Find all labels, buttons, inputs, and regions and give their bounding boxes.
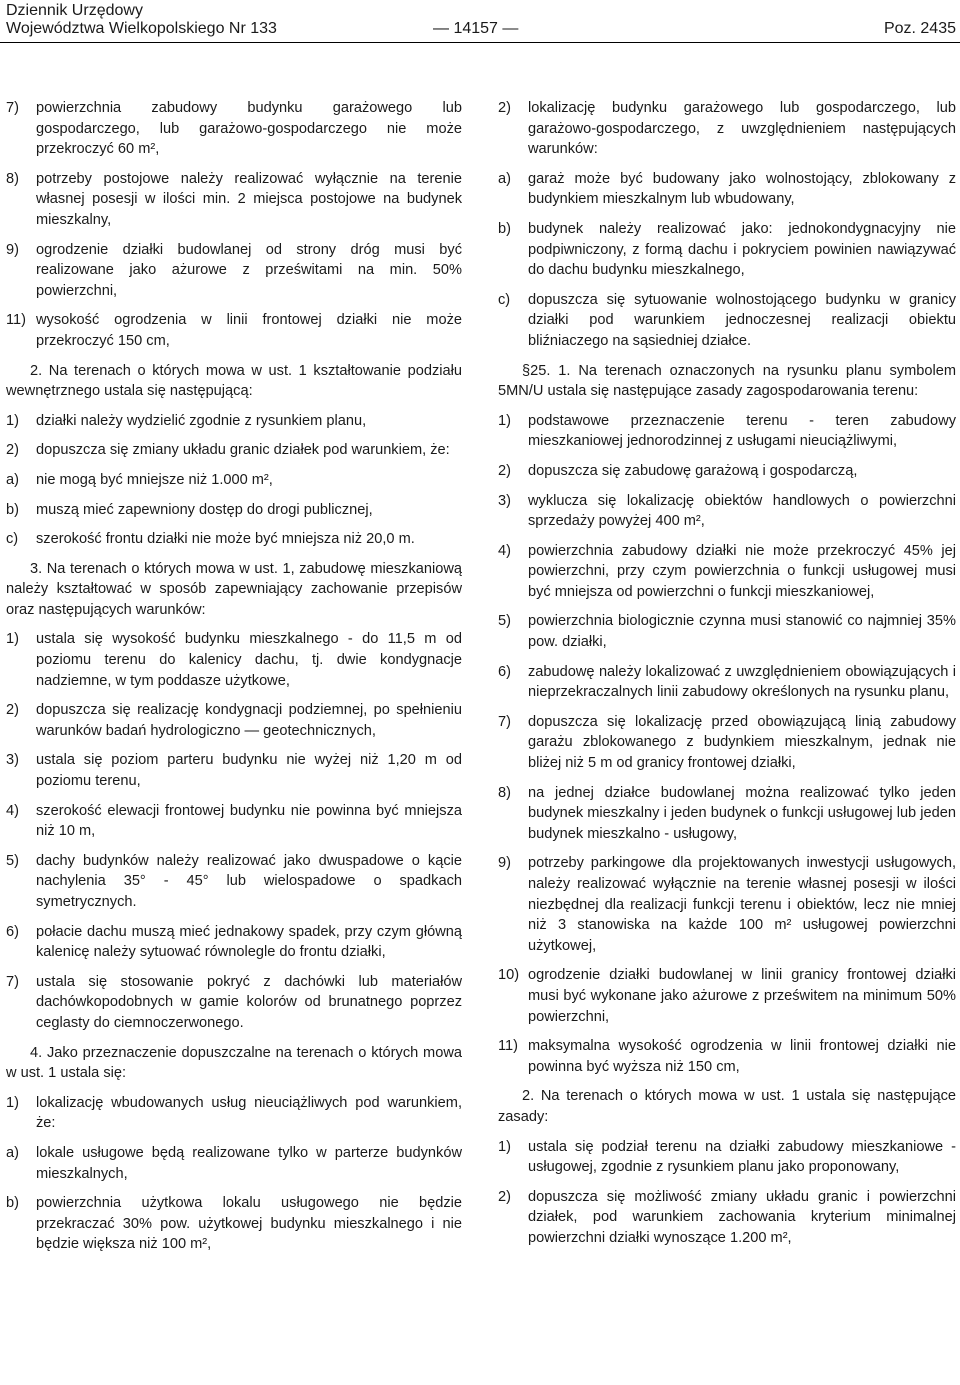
item-text: muszą mieć zapewniony dostęp do drogi publicznej,: [36, 501, 373, 518]
item-number: a): [498, 170, 511, 187]
item-text: ustala się podział terenu na działki zabudowy mieszkaniowe - usługowej, zgodnie z rysunkiem planu jako proponowany,: [528, 1138, 956, 1176]
item-number: 1): [6, 1094, 19, 1111]
item-number: 7): [6, 973, 19, 990]
item-number: a): [6, 1144, 19, 1161]
list-item: [6, 629, 462, 691]
list-item: [6, 240, 462, 302]
item-number: 6): [498, 663, 511, 680]
item-number: 2): [498, 100, 511, 116]
left-column: [6, 98, 462, 1264]
item-number: 3): [6, 752, 19, 769]
item-text: dopuszcza się lokalizację przed obowiązującą linią zabudowy garażu zblokowanego z budynkiem mieszkalnym, jednak nie bliżej niż 5 m od granicy frontowej działki,: [528, 713, 956, 772]
item-number: 7): [6, 100, 19, 116]
paragraph-3: 3. Na terenach o których mowa w ust. 1, zabudowę mieszkaniową należy kształtować w sposób zapewniający zachowanie przepisów oraz następujących warunków:: [6, 560, 462, 618]
item-number: 1): [498, 1138, 511, 1155]
item-text: dachy budynków należy realizować jako dwuspadowe o kącie nachylenia 35° - 45° lub wielospadowe o spadkach symetrycznych.: [36, 852, 462, 910]
item-text: dopuszcza się realizację kondygnacji podziemnej, po spełnieniu warunków badań hydrologiczno — geotechnicznych,: [36, 702, 462, 739]
item-number: 10): [498, 967, 520, 984]
list-item: [498, 541, 956, 603]
item-number: 8): [6, 170, 19, 187]
list-item: [6, 98, 462, 160]
item-text: dopuszcza się sytuowanie wolnostojącego budynku w granicy działki pod warunkiem jednoczesnej realizacji obiektu bliźniaczego na sąsiedniej działce.: [528, 291, 956, 349]
item-number: a): [6, 471, 19, 488]
section-25: §25. 1. Na terenach oznaczonych na rysunku planu symbolem 5MN/U ustala się następujące zasady zagospodarowania terenu:: [498, 362, 956, 400]
sub-item: [6, 1143, 462, 1184]
item-text: ustala się wysokość budynku mieszkalnego - do 11,5 m od poziomu terenu do kalenicy dachu, tj. dwie kondygnacje nadziemne, w tym poddasze użytkowe,: [36, 631, 462, 689]
item-number: 2): [498, 462, 511, 479]
list-item: [498, 461, 956, 482]
sub-item: [498, 219, 956, 281]
item-number: b): [6, 501, 19, 518]
list-item: [6, 700, 462, 741]
item-number: b): [498, 220, 511, 237]
paragraph-2-right: 2. Na terenach o których mowa w ust. 1 ustala się następujące zasady:: [498, 1088, 956, 1125]
item-text: działki należy wydzielić zgodnie z rysunkiem planu,: [36, 412, 367, 429]
item-text: ogrodzenie działki budowlanej w linii granicy frontowej działki musi być wykonane jako ażurowe z prześwitem na minimum 50% powierzchni,: [528, 967, 956, 1025]
list-item: [498, 411, 956, 452]
list-item: [6, 169, 462, 231]
list-item: [498, 662, 956, 703]
list-item: [498, 491, 956, 532]
list-item: [6, 750, 462, 791]
header-rule: [0, 42, 960, 43]
item-text: ogrodzenie działki budowlanej od strony dróg musi być realizowane jako ażurowe z prześwitami na min. 50% powierzchni,: [36, 241, 462, 299]
item-text: potrzeby postojowe należy realizować wyłącznie na terenie własnej posesji w ilości min. 2 miejsca postojowe na budynek mieszkalny,: [36, 170, 462, 228]
list-item: [6, 851, 462, 913]
sub-item: [6, 470, 462, 491]
item-number: 1): [6, 412, 19, 429]
item-text: powierzchnia zabudowy działki nie może przekroczyć 45% jej powierzchni, przy czym powierzchnia o funkcji usługowej musi być mniejsza od powierzchni o funkcji mieszkaniowej,: [528, 542, 956, 600]
list-item: [498, 611, 956, 652]
list-item: [6, 972, 462, 1034]
list-item: [498, 965, 956, 1027]
item-number: 1): [498, 412, 511, 429]
item-text: dopuszcza się możliwość zmiany układu granic i powierzchni działek, pod warunkiem zachowania kryterium minimalnej powierzchni działki wynoszące 1.200 m²,: [528, 1188, 956, 1246]
item-text: powierzchnia użytkowa lokalu usługowego nie będzie przekraczać 30% pow. użytkowej budynku mieszkalnego i nie będzie większa niż 100 m²,: [36, 1195, 462, 1253]
list-item: [498, 1137, 956, 1178]
list-item: [498, 853, 956, 956]
item-number: 11): [6, 312, 27, 329]
item-number: 3): [498, 492, 511, 509]
paragraph-2: 2. Na terenach o których mowa w ust. 1 kształtowanie podziału wewnętrznego ustala się następującą:: [6, 362, 462, 400]
list-item: [6, 922, 462, 963]
item-text: garaż może być budowany jako wolnostojący, zblokowany z budynkiem mieszkalnym lub wbudowany,: [528, 170, 956, 208]
item-text: maksymalna wysokość ogrodzenia w linii frontowej działki nie powinna być wyższa niż 150 cm,: [528, 1038, 956, 1075]
list-item: [498, 712, 956, 774]
item-text: szerokość frontu działki nie może być mniejsza niż 20,0 m.: [36, 531, 415, 548]
item-number: 4): [498, 542, 511, 559]
journal-title-line2: Województwa Wielkopolskiego Nr 133: [6, 20, 277, 37]
position-number: Poz. 2435: [883, 20, 956, 37]
item-text: połacie dachu muszą mieć jednakowy spadek, przy czym główną kalenicę należy sytuować równolegle do frontu działki,: [36, 923, 462, 961]
item-number: 5): [498, 613, 511, 630]
item-number: 8): [498, 784, 511, 801]
item-text: podstawowe przeznaczenie terenu - teren zabudowy mieszkaniowej jednorodzinnej z usługami nieuciążliwymi,: [528, 412, 956, 450]
journal-title-line1: Dziennik Urzędowy: [6, 2, 143, 19]
list-item: [6, 801, 462, 842]
item-number: 2): [6, 702, 19, 719]
item-text: lokale usługowe będą realizowane tylko w parterze budynków mieszkalnych,: [36, 1144, 462, 1182]
item-text: ustala się poziom parteru budynku nie wyżej niż 1,20 m od poziomu terenu,: [36, 752, 462, 790]
item-text: ustala się stosowanie pokryć z dachówki lub materiałów dachówkopodobnych w gamie kolorów od brunatnego poprzez ceglasty do ciemnoczerwonego.: [36, 973, 462, 1031]
item-number: 6): [6, 923, 19, 940]
item-number: 1): [6, 631, 19, 648]
list-item: [6, 1093, 462, 1134]
item-text: wysokość ogrodzenia w linii frontowej działki nie może przekroczyć 150 cm,: [36, 312, 462, 349]
item-number: 9): [6, 241, 19, 258]
list-item: [498, 1187, 956, 1249]
item-text: szerokość elewacji frontowej budynku nie powinna być mniejsza niż 10 m,: [36, 802, 462, 840]
item-number: c): [6, 531, 19, 548]
list-item: [6, 411, 462, 432]
item-number: 2): [6, 442, 19, 459]
item-text: lokalizację budynku garażowego lub gospodarczego, lub garażowo-gospodarczego, z uwzględnieniem następujących warunków:: [528, 100, 956, 158]
item-text: dopuszcza się zabudowę garażową i gospodarczą,: [528, 462, 858, 479]
paragraph-4: 4. Jako przeznaczenie dopuszczalne na terenach o których mowa w ust. 1 ustala się:: [6, 1044, 462, 1082]
item-text: lokalizację wbudowanych usług nieuciążliwych pod warunkiem, że:: [36, 1094, 462, 1132]
sub-item: [6, 500, 462, 521]
list-item: [6, 440, 462, 461]
item-text: dopuszcza się zmiany układu granic działek pod warunkiem, że:: [36, 442, 450, 459]
item-number: 11): [498, 1038, 519, 1055]
list-item: [498, 1036, 956, 1077]
item-text: na jednej działce budowlanej można realizować tylko jeden budynek mieszkalny i jeden budynek o funkcji usługowej lub jeden budynek mieszkalno - usługowy,: [528, 784, 956, 842]
item-text: powierzchnia zabudowy budynku garażowego lub gospodarczego, lub garażowo-gospodarczego nie może przekroczyć 60 m²,: [36, 100, 462, 158]
page-number: — 14157 —: [433, 20, 519, 37]
sub-item: [498, 290, 956, 352]
item-number: c): [498, 291, 511, 308]
item-text: wyklucza się lokalizację obiektów handlowych o powierzchni sprzedaży powyżej 400 m²,: [528, 492, 956, 530]
sub-item: [6, 1193, 462, 1255]
item-number: b): [6, 1195, 19, 1212]
list-item: [498, 98, 956, 160]
item-number: 4): [6, 802, 19, 819]
page-header: [0, 0, 960, 44]
item-text: budynek należy realizować jako: jednokondygnacyjny nie podpiwniczony, z formą dachu i pokryciem powinien nawiązywać do dachu budynku mieszkalnego,: [528, 220, 956, 279]
item-number: 5): [6, 852, 19, 869]
item-text: potrzeby parkingowe dla projektowanych inwestycji usługowych, należy realizować wyłącznie na terenie własnej posesji w ilości niezbędnej dla realizacji funkcji terenu i obiektów, lecz nie mniej niż 3 stanowiska na każde 100 m² usługowej powierzchni użytkowej,: [528, 855, 956, 954]
item-number: 2): [498, 1188, 511, 1205]
list-item: [6, 310, 462, 351]
right-column: [498, 98, 956, 1258]
sub-item: [498, 169, 956, 210]
item-number: 7): [498, 713, 511, 730]
item-number: 9): [498, 855, 511, 872]
journal-title: [6, 2, 277, 38]
list-item: [498, 783, 956, 845]
sub-item: [6, 529, 462, 550]
item-text: zabudowę należy lokalizować z uwzględnieniem obowiązujących i nieprzekraczalnych linii zabudowy określonych na rysunku planu,: [528, 663, 956, 701]
item-text: powierzchnia biologicznie czynna musi stanowić co najmniej 35% pow. działki,: [528, 613, 956, 651]
item-text: nie mogą być mniejsze niż 1.000 m²,: [36, 471, 273, 488]
